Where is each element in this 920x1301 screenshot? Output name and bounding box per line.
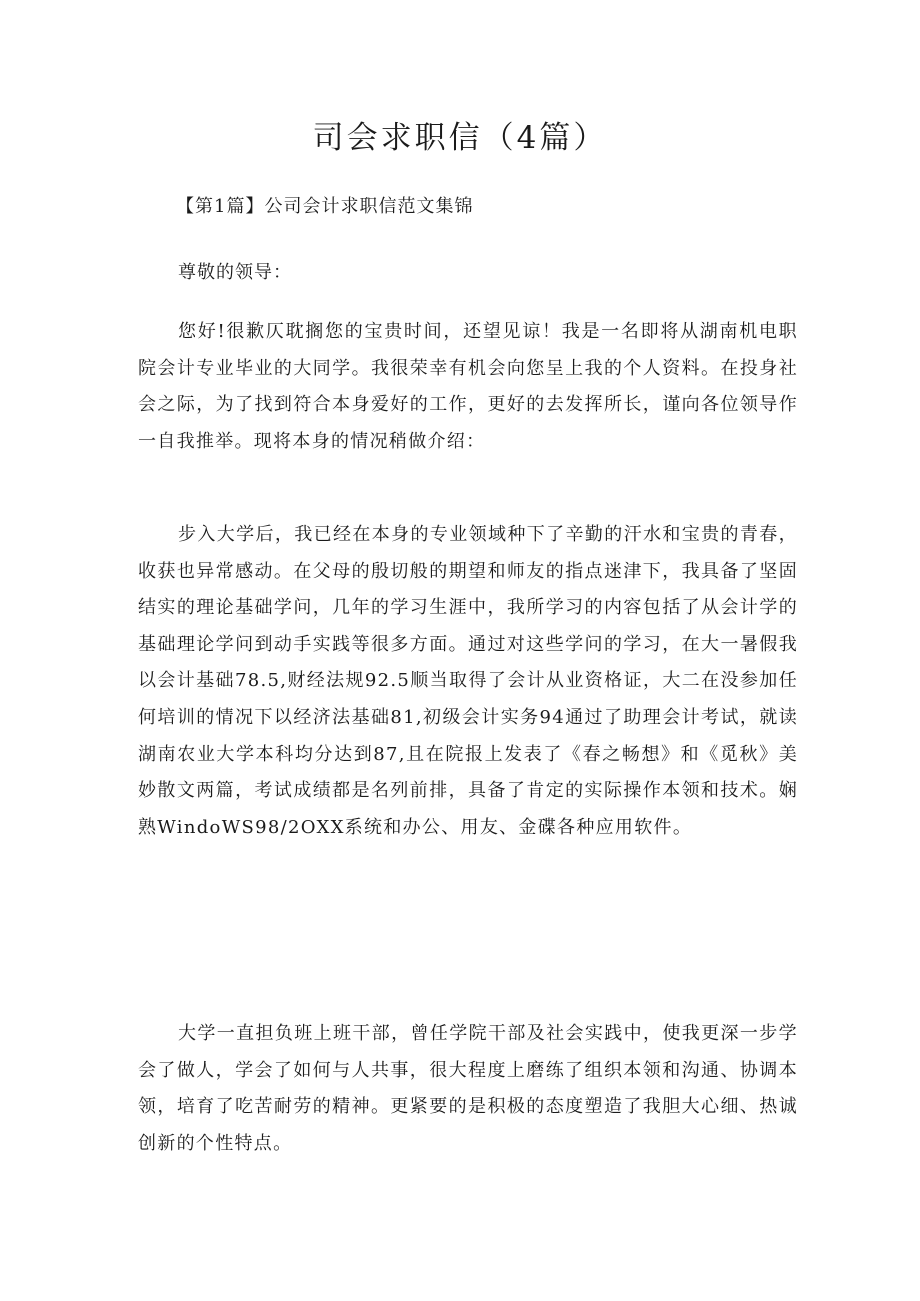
body-paragraph-activities: 大学一直担负班上班干部，曾任学院干部及社会实践中，使我更深一步学会了做人，学会了如何与人共事，很大程度上磨练了组织本领和沟通、协调本领，培育了吃苦耐劳的精神。更紧要的是积极的态度塑造了我胆大心细、热诚创新的个性特点。 xyxy=(138,1023,798,1154)
salutation: 尊敬的领导： xyxy=(178,262,292,283)
section-heading: 【第1篇】公司会计求职信范文集锦 xyxy=(176,196,474,217)
body-paragraph-intro: 您好!很歉仄耽搁您的宝贵时间，还望见谅！我是一名即将从湖南机电职院会计专业毕业的大同学。我很荣幸有机会向您呈上我的个人资料。在投身社会之际，为了找到符合本身爱好的工作，更好的去发挥所长，谨向各位领导作一自我推举。现将本身的情况稍做介绍： xyxy=(138,321,798,452)
document-title: 司会求职信（4篇） xyxy=(312,120,608,156)
body-paragraph-study: 步入大学后，我已经在本身的专业领域种下了辛勤的汗水和宝贵的青春，收获也异常感动。在父母的殷切般的期望和师友的指点迷津下，我具备了坚固结实的理论基础学问，几年的学习生涯中，我所学习的内容包括了从会计学的基础理论学问到动手实践等很多方面。通过对这些学问的学习，在大一暑假我以会计基础78.5,财经法规92.5顺当取得了会计从业资格证，大二在没参加任何培训的情况下以经济法基础81,初级会计实务94通过了助理会计考试，就读湖南农业大学本科均分达到87,且在院报上发表了《春之畅想》和《觅秋》美妙散文两篇，考试成绩都是名列前排，具备了肯定的实际操作本领和技术。娴熟WindoWS98/2OXX系统和办公、用友、金碟各种应用软件。 xyxy=(138,524,798,838)
